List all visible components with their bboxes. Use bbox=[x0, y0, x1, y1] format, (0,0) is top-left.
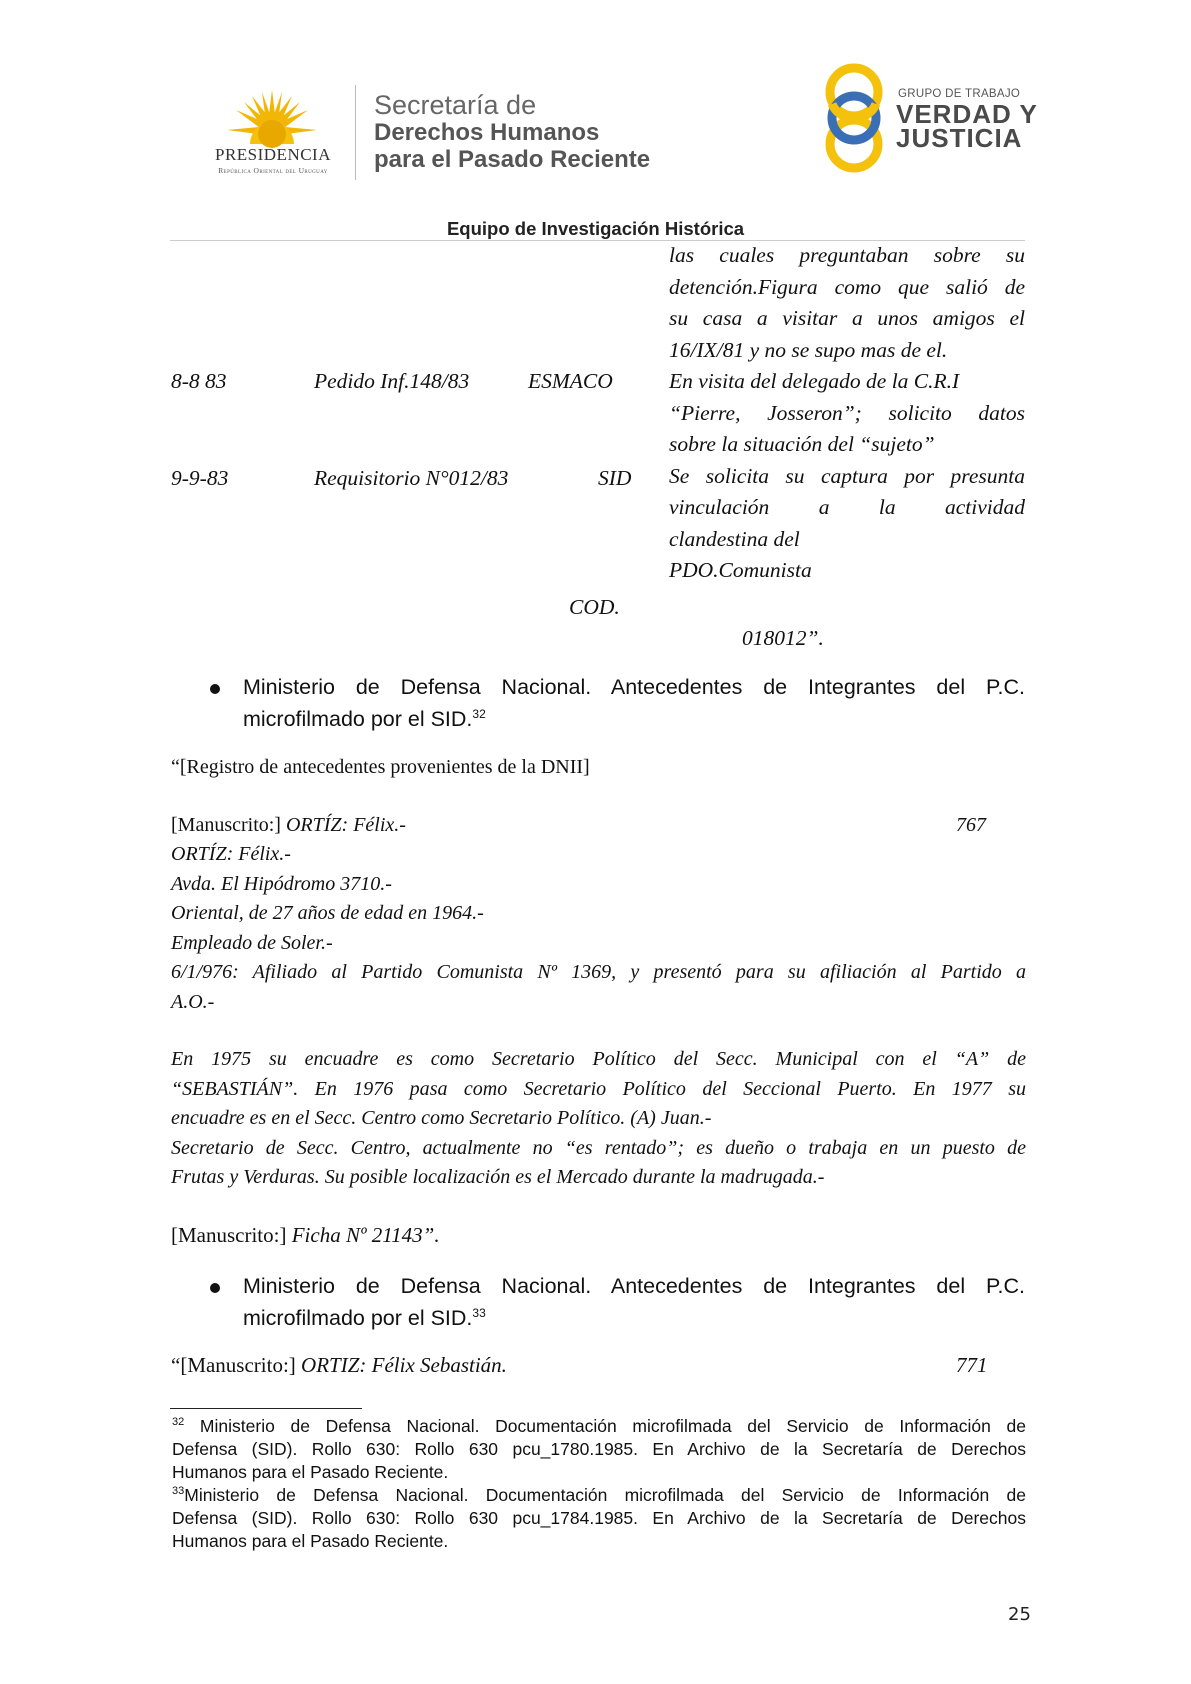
footnote bbox=[172, 1484, 1026, 1552]
paragraph-line: Secretario de Secc. Centro, actualmente no “es rentado”; es dueño o trabaja en un puesto de bbox=[171, 1136, 1026, 1159]
footnote-line: Defensa (SID). Rollo 630: Rollo 630 pcu_1780.1985. En Archivo de la Secretaría de Derechos bbox=[172, 1438, 1026, 1459]
record2-name: ORTIZ: Félix Sebastián. bbox=[301, 1353, 507, 1377]
bullet-item bbox=[243, 671, 1025, 735]
footnote-text: Ministerio de Defensa Nacional. Documentación microfilmada del Servicio de Información de bbox=[184, 1416, 1026, 1436]
desc-line: detención.Figura como que salió de bbox=[669, 274, 1025, 299]
footnote-ref[interactable]: 32 bbox=[472, 706, 486, 721]
desc-line: 16/IX/81 y no se supo mas de el. bbox=[669, 337, 948, 362]
row-document: Pedido Inf.148/83 bbox=[314, 369, 470, 393]
record-line: Oriental, de 27 años de edad en 1964.- bbox=[171, 902, 484, 924]
secretaria-line1: Secretaría de bbox=[374, 90, 537, 120]
manuscrito-label: [Manuscrito:] bbox=[171, 814, 281, 836]
desc-line: En visita del delegado de la C.R.I bbox=[669, 369, 960, 393]
secretaria-logo-text bbox=[374, 92, 650, 173]
header-divider bbox=[355, 85, 356, 180]
team-title: Equipo de Investigación Histórica bbox=[446, 218, 745, 239]
presidencia-wordmark: PRESIDENCIA bbox=[214, 145, 331, 164]
paragraph-line: En 1975 su encuadre es como Secretario Político del Secc. Municipal con el “A” de bbox=[171, 1048, 1026, 1070]
footnote-text: Ministerio de Defensa Nacional. Documentación microfilmada del Servicio de Información de bbox=[184, 1485, 1026, 1505]
row-date: 8-8 83 bbox=[171, 369, 227, 393]
footnote-line: Defensa (SID). Rollo 630: Rollo 630 pcu_1784.1985. En Archivo de la Secretaría de Derechos bbox=[172, 1507, 1026, 1528]
row-date: 9-9-83 bbox=[171, 466, 229, 490]
desc-line: las cuales preguntaban sobre su bbox=[669, 243, 1025, 267]
record-paragraph bbox=[171, 1045, 1026, 1193]
bullet-item bbox=[243, 1270, 1025, 1334]
footnote-rule bbox=[170, 1408, 362, 1409]
record2-label: “[Manuscrito:] bbox=[171, 1353, 296, 1377]
desc-line: “Pierre, Josseron”; solicito datos bbox=[669, 400, 1025, 425]
footnote-ref[interactable]: 33 bbox=[472, 1305, 486, 1320]
secretaria-line2: Derechos Humanos bbox=[374, 119, 600, 146]
page-number: 25 bbox=[1008, 1604, 1031, 1625]
record2-number: 771 bbox=[956, 1353, 988, 1377]
bullet-line: Ministerio de Defensa Nacional. Antecedentes de Integrantes del P.C. bbox=[243, 1274, 1025, 1298]
bullet-line bbox=[243, 1302, 1025, 1334]
justicia-label: JUSTICIA bbox=[896, 123, 1023, 153]
record-number: 767 bbox=[956, 814, 986, 836]
sun-logo-icon bbox=[222, 82, 322, 152]
record-line: Avda. El Hipódromo 3710.- bbox=[171, 872, 392, 895]
desc-line: PDO.Comunista bbox=[669, 558, 812, 582]
bullet-text: microfilmado por el SID. bbox=[243, 707, 473, 731]
row-organism: ESMACO bbox=[528, 369, 613, 393]
verdad-justicia-rings-icon bbox=[818, 58, 898, 178]
desc-line: Se solicita su captura por presunta bbox=[669, 463, 1025, 488]
bullet-dot bbox=[210, 684, 220, 694]
desc-column bbox=[669, 240, 1025, 587]
bullet-line: Ministerio de Defensa Nacional. Antecedentes de Integrantes del P.C. bbox=[243, 675, 1025, 699]
desc-line: su casa a visitar a unos amigos el bbox=[669, 306, 1025, 330]
verdad-label: VERDAD Y bbox=[896, 99, 1038, 129]
record-line: ORTÍZ: Félix.- bbox=[171, 843, 291, 865]
presidencia-subtitle: República Oriental del Uruguay bbox=[218, 166, 328, 175]
footnote-number: 32 bbox=[172, 1416, 185, 1429]
desc-line: sobre la situación del “sujeto” bbox=[669, 432, 935, 456]
footnote-line bbox=[172, 1415, 1026, 1438]
row-document: Requisitorio N°012/83 bbox=[314, 466, 509, 490]
secretaria-line3: para el Pasado Reciente bbox=[374, 146, 651, 173]
footnote-line: Humanos para el Pasado Reciente. bbox=[172, 1530, 449, 1551]
bullet-line bbox=[243, 703, 1025, 735]
grupo-trabajo-label: GRUPO DE TRABAJO bbox=[898, 88, 1021, 100]
footnote-number: 33 bbox=[172, 1485, 185, 1498]
manuscrito-name: ORTÍZ: Félix.- bbox=[285, 814, 406, 836]
ficha-label: [Manuscrito:] bbox=[171, 1223, 287, 1247]
cod-label: COD. bbox=[569, 595, 620, 619]
footnote bbox=[172, 1415, 1026, 1483]
row-organism: SID bbox=[598, 466, 632, 490]
record2-line bbox=[171, 1351, 507, 1381]
cod-number: 018012”. bbox=[742, 626, 824, 650]
record-line: A.O.- bbox=[171, 990, 215, 1013]
ficha-text: Ficha Nº 21143”. bbox=[291, 1223, 440, 1247]
record-intro: “[Registro de antecedentes provenientes de la DNII] bbox=[171, 756, 590, 778]
record-line: Empleado de Soler.- bbox=[171, 931, 333, 954]
footnote-line: Humanos para el Pasado Reciente. bbox=[172, 1461, 449, 1482]
bullet-dot bbox=[210, 1283, 220, 1293]
ficha-line bbox=[171, 1221, 440, 1251]
footnote-line bbox=[172, 1484, 1026, 1507]
paragraph-line: Frutas y Verduras. Su posible localización es el Mercado durante la madrugada.- bbox=[171, 1166, 825, 1188]
desc-line: clandestina del bbox=[669, 526, 800, 551]
record-details bbox=[171, 840, 1026, 1017]
desc-line: vinculación a la actividad bbox=[669, 495, 1025, 519]
paragraph-line: encuadre es en el Secc. Centro como Secretario Político. (A) Juan.- bbox=[171, 1107, 712, 1129]
manuscrito-line bbox=[171, 811, 406, 841]
record-line: 6/1/976: Afiliado al Partido Comunista Nº 1369, y presentó para su afiliación al Partido a bbox=[171, 961, 1026, 983]
paragraph-line: “SEBASTIÁN”. En 1976 pasa como Secretario Político del Seccional Puerto. En 1977 su bbox=[171, 1077, 1026, 1100]
bullet-text: microfilmado por el SID. bbox=[243, 1306, 473, 1330]
